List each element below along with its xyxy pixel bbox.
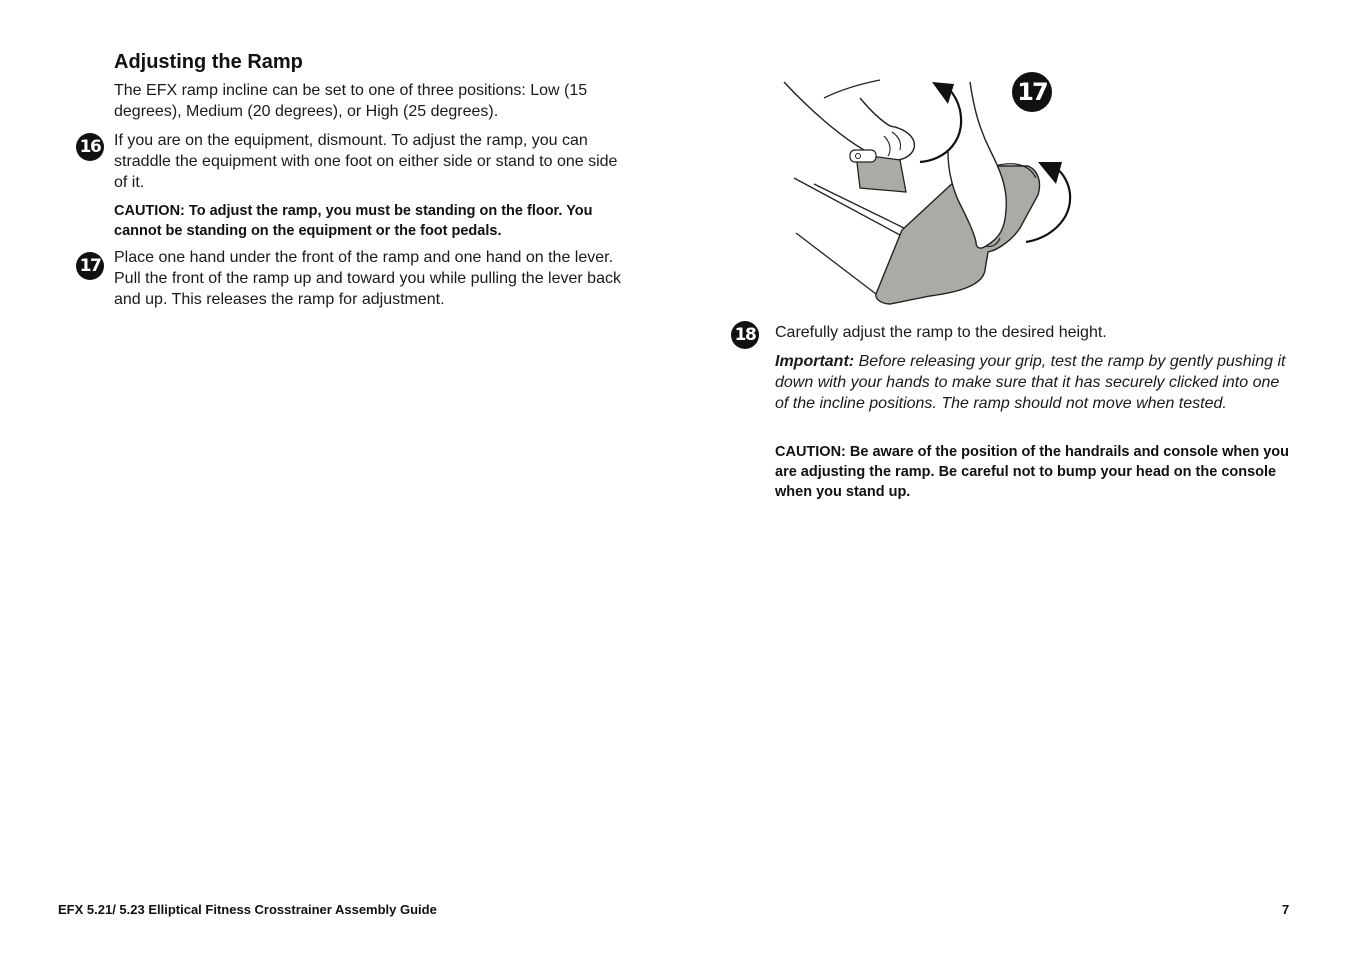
step-17-text: Place one hand under the front of the ramp and one hand on the lever. Pull the front of the ramp up and toward you while pulling the lever back and up. This releases the ramp for adjustment. [114, 249, 621, 308]
step-16-text: If you are on the equipment, dismount. To adjust the ramp, you can straddle the equipment with one foot on either side or stand to one side of it. [114, 132, 618, 191]
step-18-badge: 18 [731, 321, 759, 349]
step-16-badge: 16 [76, 133, 104, 161]
step-18-text: Carefully adjust the ramp to the desired height. [775, 324, 1107, 341]
page-number: 7 [1282, 902, 1290, 917]
important-label: Important: [775, 353, 855, 370]
step-17-badge: 17 [76, 252, 104, 280]
footer-title: EFX 5.21/ 5.23 Elliptical Fitness Crosstrainer Assembly Guide [58, 902, 437, 917]
intro-paragraph: The EFX ramp incline can be set to one of three positions: Low (15 degrees), Medium (20 degrees), or High (25 degrees). [114, 82, 588, 120]
important-text: Before releasing your grip, test the ramp by gently pushing it down with your hands to make sure that it has securely clicked into one of the incline positions. The ramp should not move when tested. [775, 353, 1286, 412]
step-16-caution: CAUTION: To adjust the ramp, you must be standing on the floor. You cannot be standing on the equipment or the foot pedals. [114, 203, 593, 239]
section-title: Adjusting the Ramp [114, 51, 303, 73]
step-18-caution: CAUTION: Be aware of the position of the handrails and console when you are adjusting the ramp. Be careful not to bump your head on the console when you stand up. [775, 444, 1289, 500]
figure-step-badge: 17 [1012, 72, 1052, 112]
step-18-important [775, 351, 1295, 414]
